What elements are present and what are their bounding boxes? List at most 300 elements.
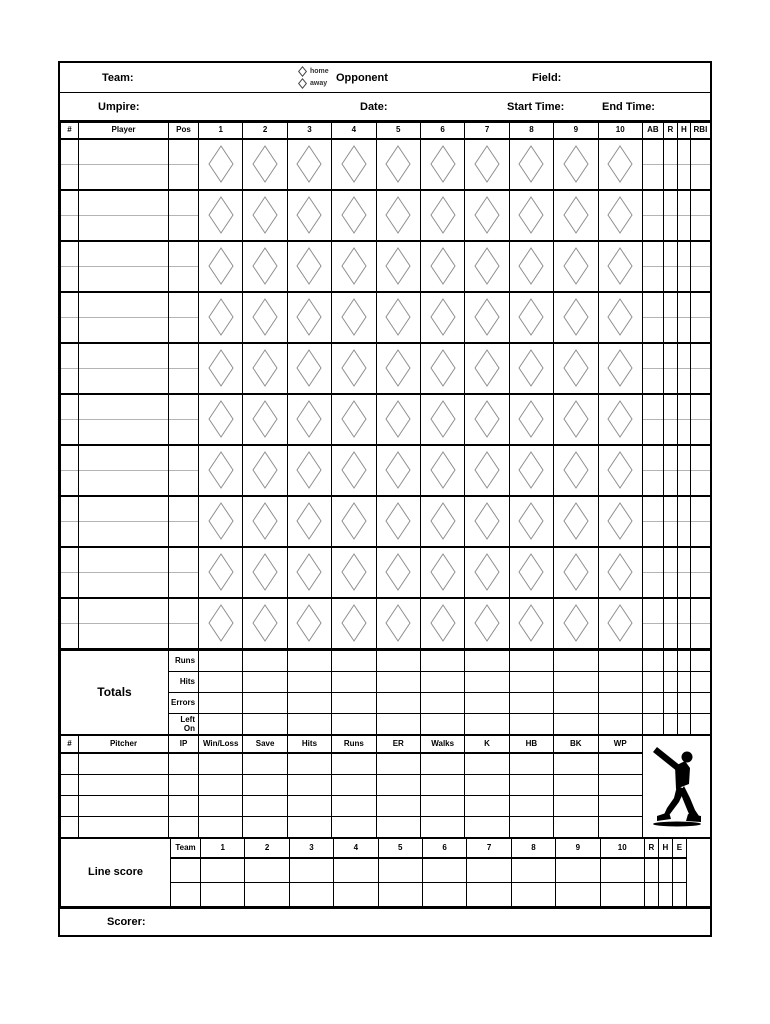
rbi-cell [690, 139, 710, 190]
player-pos-cell [169, 394, 199, 445]
pitcher-stat-cell [509, 816, 553, 837]
scoring-diamond-icon [563, 298, 589, 336]
totals-inning-cell [554, 713, 598, 734]
scoring-diamond-icon [474, 502, 500, 540]
scoring-diamond-icon [341, 298, 367, 336]
line-score-inning-cell [334, 882, 378, 906]
inning-scoring-cell [509, 496, 553, 547]
column-header-stat: R [663, 123, 677, 139]
column-header-line-inning: 10 [600, 838, 644, 858]
player-name-cell [79, 190, 169, 241]
inning-scoring-cell [465, 547, 509, 598]
inning-scoring-cell [332, 496, 376, 547]
scoring-diamond-icon [518, 400, 544, 438]
column-header-inning: 1 [199, 123, 243, 139]
inning-scoring-cell [598, 394, 642, 445]
rbi-cell [690, 496, 710, 547]
r-cell [663, 292, 677, 343]
inning-scoring-cell [554, 241, 598, 292]
column-header-inning: 10 [598, 123, 642, 139]
inning-scoring-cell [287, 292, 331, 343]
scoring-diamond-icon [607, 298, 633, 336]
inning-scoring-cell [598, 241, 642, 292]
inning-scoring-cell [199, 343, 243, 394]
scoring-diamond-icon [430, 553, 456, 591]
column-header-line-inning: 4 [334, 838, 378, 858]
scoring-diamond-icon [518, 145, 544, 183]
totals-row-label: Hits [169, 671, 199, 692]
inning-scoring-cell [332, 139, 376, 190]
pitcher-stat-cell [376, 774, 420, 795]
column-header-line-inning: 8 [511, 838, 555, 858]
totals-inning-cell [420, 692, 464, 713]
totals-inning-cell [376, 650, 420, 671]
scoring-diamond-icon [208, 553, 234, 591]
player-number-cell [61, 598, 79, 649]
inning-scoring-cell [243, 292, 287, 343]
column-header-line-stat: E [672, 838, 686, 858]
totals-inning-cell [199, 650, 243, 671]
h-cell [677, 445, 690, 496]
column-header-pitcher-number: # [61, 735, 79, 753]
column-header-pitching-stat: BK [554, 735, 598, 753]
line-score-inning-cell [378, 858, 422, 882]
inning-scoring-cell [199, 445, 243, 496]
scoring-diamond-icon [252, 298, 278, 336]
r-cell [663, 139, 677, 190]
player-row [61, 241, 711, 292]
pitcher-name-cell [79, 753, 169, 774]
totals-inning-cell [376, 671, 420, 692]
scoring-diamond-icon [430, 451, 456, 489]
totals-inning-cell [199, 713, 243, 734]
inning-scoring-cell [420, 241, 464, 292]
scorecard [58, 61, 712, 937]
inning-scoring-cell [420, 598, 464, 649]
h-cell [677, 139, 690, 190]
totals-inning-cell [243, 692, 287, 713]
column-header-line-stat: H [658, 838, 672, 858]
scoring-diamond-icon [474, 247, 500, 285]
column-header-team: Team [171, 838, 201, 858]
scoring-diamond-icon [208, 400, 234, 438]
scoring-diamond-icon [430, 502, 456, 540]
pitcher-stat-cell [332, 774, 376, 795]
inning-scoring-cell [598, 445, 642, 496]
pitcher-stat-cell [420, 816, 464, 837]
player-row [61, 190, 711, 241]
rbi-cell [690, 598, 710, 649]
ab-cell [642, 139, 663, 190]
scoring-diamond-icon [252, 553, 278, 591]
inning-scoring-cell [420, 190, 464, 241]
totals-stat-cell [690, 713, 710, 734]
player-row [61, 547, 711, 598]
inning-scoring-cell [332, 343, 376, 394]
scoring-diamond-icon [430, 196, 456, 234]
inning-scoring-cell [287, 496, 331, 547]
h-cell [677, 343, 690, 394]
totals-stat-cell [663, 713, 677, 734]
pitcher-stat-cell [465, 753, 509, 774]
scoring-diamond-icon [385, 298, 411, 336]
scoring-diamond-icon [341, 502, 367, 540]
inning-scoring-cell [376, 241, 420, 292]
scoring-diamond-icon [518, 451, 544, 489]
r-cell [663, 343, 677, 394]
inning-scoring-cell [376, 190, 420, 241]
player-name-cell [79, 139, 169, 190]
scoring-diamond-icon [208, 604, 234, 642]
column-header-line-inning: 1 [201, 838, 245, 858]
pitcher-stat-cell [509, 795, 553, 816]
inning-scoring-cell [243, 343, 287, 394]
column-header-pos: Pos [169, 123, 199, 139]
inning-scoring-cell [554, 445, 598, 496]
inning-scoring-cell [465, 445, 509, 496]
inning-scoring-cell [465, 241, 509, 292]
inning-scoring-cell [243, 547, 287, 598]
column-header-inning: 8 [509, 123, 553, 139]
player-name-cell [79, 241, 169, 292]
totals-stat-cell [642, 713, 663, 734]
totals-stat-cell [642, 650, 663, 671]
pitcher-name-cell [79, 774, 169, 795]
totals-stat-cell [663, 671, 677, 692]
home-marker [298, 66, 329, 77]
line-score-stat-cell [658, 858, 672, 882]
pitcher-stat-cell [509, 753, 553, 774]
rbi-cell [690, 343, 710, 394]
column-header-line-stat: R [644, 838, 658, 858]
pitcher-stat-cell [598, 774, 642, 795]
player-row [61, 598, 711, 649]
pitcher-number-cell [61, 774, 79, 795]
inning-scoring-cell [465, 394, 509, 445]
r-cell [663, 547, 677, 598]
inning-scoring-cell [420, 343, 464, 394]
totals-inning-cell [287, 650, 331, 671]
column-header-line-inning: 9 [556, 838, 600, 858]
scoring-diamond-icon [296, 604, 322, 642]
scoring-diamond-icon [296, 298, 322, 336]
batting-header-row [61, 123, 711, 139]
pitcher-row [61, 816, 711, 837]
totals-inning-cell [199, 671, 243, 692]
totals-label: Totals [61, 650, 169, 734]
scoring-diamond-icon [296, 451, 322, 489]
scoring-diamond-icon [208, 298, 234, 336]
inning-scoring-cell [376, 445, 420, 496]
r-cell [663, 190, 677, 241]
batter-illustration [649, 741, 703, 827]
totals-inning-cell [243, 713, 287, 734]
totals-inning-cell [554, 650, 598, 671]
scoring-diamond-icon [518, 298, 544, 336]
totals-row-label: Errors [169, 692, 199, 713]
scoring-diamond-icon [208, 349, 234, 387]
scoring-diamond-icon [430, 145, 456, 183]
scoring-diamond-icon [518, 349, 544, 387]
r-cell [663, 241, 677, 292]
inning-scoring-cell [465, 139, 509, 190]
column-header-line-inning: 5 [378, 838, 422, 858]
line-score-inning-cell [511, 858, 555, 882]
header-row-1 [60, 63, 710, 93]
player-pos-cell [169, 241, 199, 292]
inning-scoring-cell [287, 343, 331, 394]
totals-section [60, 650, 711, 735]
scoring-diamond-icon [385, 502, 411, 540]
line-score-team-cell [171, 882, 201, 906]
scoring-diamond-icon [430, 298, 456, 336]
column-header-ip: IP [169, 735, 199, 753]
pitcher-ip-cell [169, 753, 199, 774]
scoring-diamond-icon [563, 502, 589, 540]
pitcher-stat-cell [243, 816, 287, 837]
totals-inning-cell [420, 713, 464, 734]
scoring-diamond-icon [341, 247, 367, 285]
pitcher-stat-cell [509, 774, 553, 795]
h-cell [677, 496, 690, 547]
ab-cell [642, 598, 663, 649]
scoring-diamond-icon [518, 502, 544, 540]
totals-inning-cell [332, 713, 376, 734]
inning-scoring-cell [376, 547, 420, 598]
scoring-diamond-icon [607, 604, 633, 642]
inning-scoring-cell [509, 343, 553, 394]
column-header-stat: AB [642, 123, 663, 139]
totals-inning-cell [243, 650, 287, 671]
scoring-diamond-icon [563, 145, 589, 183]
pitcher-stat-cell [376, 753, 420, 774]
line-score-inning-cell [600, 882, 644, 906]
column-header-inning: 2 [243, 123, 287, 139]
scoring-diamond-icon [563, 247, 589, 285]
pitcher-ip-cell [169, 816, 199, 837]
ab-cell [642, 190, 663, 241]
pitcher-stat-cell [376, 795, 420, 816]
batter-image-cell [642, 735, 710, 837]
opponent-label: Opponent [336, 71, 388, 84]
inning-scoring-cell [554, 292, 598, 343]
away-diamond-icon [298, 78, 307, 89]
inning-scoring-cell [554, 598, 598, 649]
column-header-line-inning: 6 [422, 838, 466, 858]
pitcher-stat-cell [420, 753, 464, 774]
scoring-diamond-icon [385, 349, 411, 387]
player-name-cell [79, 496, 169, 547]
totals-inning-cell [465, 692, 509, 713]
totals-inning-cell [554, 671, 598, 692]
scoring-diamond-icon [518, 604, 544, 642]
rbi-cell [690, 445, 710, 496]
scoring-diamond-icon [474, 553, 500, 591]
inning-scoring-cell [554, 496, 598, 547]
ab-cell [642, 445, 663, 496]
inning-scoring-cell [598, 292, 642, 343]
line-score-inning-cell [378, 882, 422, 906]
inning-scoring-cell [376, 292, 420, 343]
totals-inning-cell [598, 692, 642, 713]
pitcher-stat-cell [287, 795, 331, 816]
line-score-stat-cell [672, 858, 686, 882]
player-pos-cell [169, 292, 199, 343]
scoring-diamond-icon [474, 196, 500, 234]
inning-scoring-cell [509, 598, 553, 649]
pitcher-stat-cell [199, 816, 243, 837]
line-score-stat-cell [644, 858, 658, 882]
inning-scoring-cell [199, 139, 243, 190]
line-score-inning-cell [600, 858, 644, 882]
column-header-inning: 9 [554, 123, 598, 139]
scoring-diamond-icon [607, 247, 633, 285]
line-score-stat-cell [658, 882, 672, 906]
scoring-diamond-icon [607, 196, 633, 234]
scoring-diamond-icon [474, 400, 500, 438]
header-row-2 [60, 93, 710, 122]
scoring-diamond-icon [296, 553, 322, 591]
field-label: Field: [532, 71, 562, 84]
inning-scoring-cell [287, 190, 331, 241]
pitcher-stat-cell [554, 795, 598, 816]
inning-scoring-cell [598, 598, 642, 649]
player-row [61, 292, 711, 343]
inning-scoring-cell [509, 139, 553, 190]
line-score-inning-cell [511, 882, 555, 906]
inning-scoring-cell [554, 139, 598, 190]
scoring-diamond-icon [474, 349, 500, 387]
scoring-diamond-icon [341, 604, 367, 642]
scoring-diamond-icon [341, 400, 367, 438]
player-number-cell [61, 139, 79, 190]
totals-stat-cell [642, 692, 663, 713]
inning-scoring-cell [243, 445, 287, 496]
ab-cell [642, 292, 663, 343]
inning-scoring-cell [420, 496, 464, 547]
h-cell [677, 598, 690, 649]
inning-scoring-cell [287, 598, 331, 649]
totals-row [61, 650, 711, 671]
column-header-pitching-stat: Walks [420, 735, 464, 753]
scoring-diamond-icon [385, 553, 411, 591]
scoring-diamond-icon [607, 145, 633, 183]
h-cell [677, 190, 690, 241]
totals-inning-cell [509, 650, 553, 671]
inning-scoring-cell [243, 394, 287, 445]
start-time-label: Start Time: [507, 100, 565, 113]
totals-inning-cell [287, 692, 331, 713]
line-score-inning-cell [245, 858, 289, 882]
scoring-diamond-icon [563, 349, 589, 387]
inning-scoring-cell [199, 598, 243, 649]
player-pos-cell [169, 496, 199, 547]
scoring-diamond-icon [252, 400, 278, 438]
inning-scoring-cell [509, 292, 553, 343]
inning-scoring-cell [243, 598, 287, 649]
inning-scoring-cell [332, 445, 376, 496]
scoring-diamond-icon [252, 196, 278, 234]
pitcher-stat-cell [287, 816, 331, 837]
date-label: Date: [360, 100, 388, 113]
totals-inning-cell [287, 713, 331, 734]
inning-scoring-cell [554, 394, 598, 445]
inning-scoring-cell [199, 190, 243, 241]
scoring-diamond-icon [563, 451, 589, 489]
scoring-diamond-icon [341, 349, 367, 387]
inning-scoring-cell [243, 190, 287, 241]
pitcher-row [61, 774, 711, 795]
totals-inning-cell [509, 671, 553, 692]
scoring-diamond-icon [474, 298, 500, 336]
away-label: away [310, 79, 328, 87]
inning-scoring-cell [376, 139, 420, 190]
pitcher-stat-cell [554, 774, 598, 795]
totals-inning-cell [420, 671, 464, 692]
inning-scoring-cell [332, 394, 376, 445]
totals-inning-cell [199, 692, 243, 713]
totals-stat-cell [663, 692, 677, 713]
rbi-cell [690, 241, 710, 292]
rbi-cell [690, 547, 710, 598]
r-cell [663, 394, 677, 445]
scoring-diamond-icon [208, 502, 234, 540]
line-score-inning-cell [334, 858, 378, 882]
player-number-cell [61, 190, 79, 241]
player-pos-cell [169, 190, 199, 241]
column-header-line-inning: 3 [289, 838, 333, 858]
inning-scoring-cell [420, 394, 464, 445]
scoring-diamond-icon [208, 196, 234, 234]
totals-stat-cell [642, 671, 663, 692]
player-name-cell [79, 547, 169, 598]
pitcher-stat-cell [199, 753, 243, 774]
inning-scoring-cell [332, 190, 376, 241]
pitcher-stat-cell [465, 774, 509, 795]
scoring-diamond-icon [385, 196, 411, 234]
inning-scoring-cell [598, 190, 642, 241]
team-label: Team: [102, 71, 134, 84]
h-cell [677, 547, 690, 598]
player-number-cell [61, 445, 79, 496]
line-score-section [60, 838, 711, 907]
pitching-section [60, 735, 711, 838]
inning-scoring-cell [243, 241, 287, 292]
scoring-diamond-icon [296, 349, 322, 387]
column-header-line-inning: 2 [245, 838, 289, 858]
inning-scoring-cell [376, 394, 420, 445]
scoring-diamond-icon [518, 196, 544, 234]
line-score-header-row [61, 838, 711, 858]
player-name-cell [79, 343, 169, 394]
inning-scoring-cell [554, 190, 598, 241]
totals-inning-cell [465, 650, 509, 671]
totals-inning-cell [376, 713, 420, 734]
inning-scoring-cell [509, 445, 553, 496]
column-header-inning: 3 [287, 123, 331, 139]
line-score-inning-cell [289, 858, 333, 882]
inning-scoring-cell [243, 496, 287, 547]
scoring-diamond-icon [518, 247, 544, 285]
player-number-cell [61, 394, 79, 445]
r-cell [663, 598, 677, 649]
scoring-diamond-icon [474, 145, 500, 183]
column-header-inning: 7 [465, 123, 509, 139]
scoring-diamond-icon [607, 349, 633, 387]
pitcher-stat-cell [465, 816, 509, 837]
line-score-stat-cell [672, 882, 686, 906]
rbi-cell [690, 394, 710, 445]
